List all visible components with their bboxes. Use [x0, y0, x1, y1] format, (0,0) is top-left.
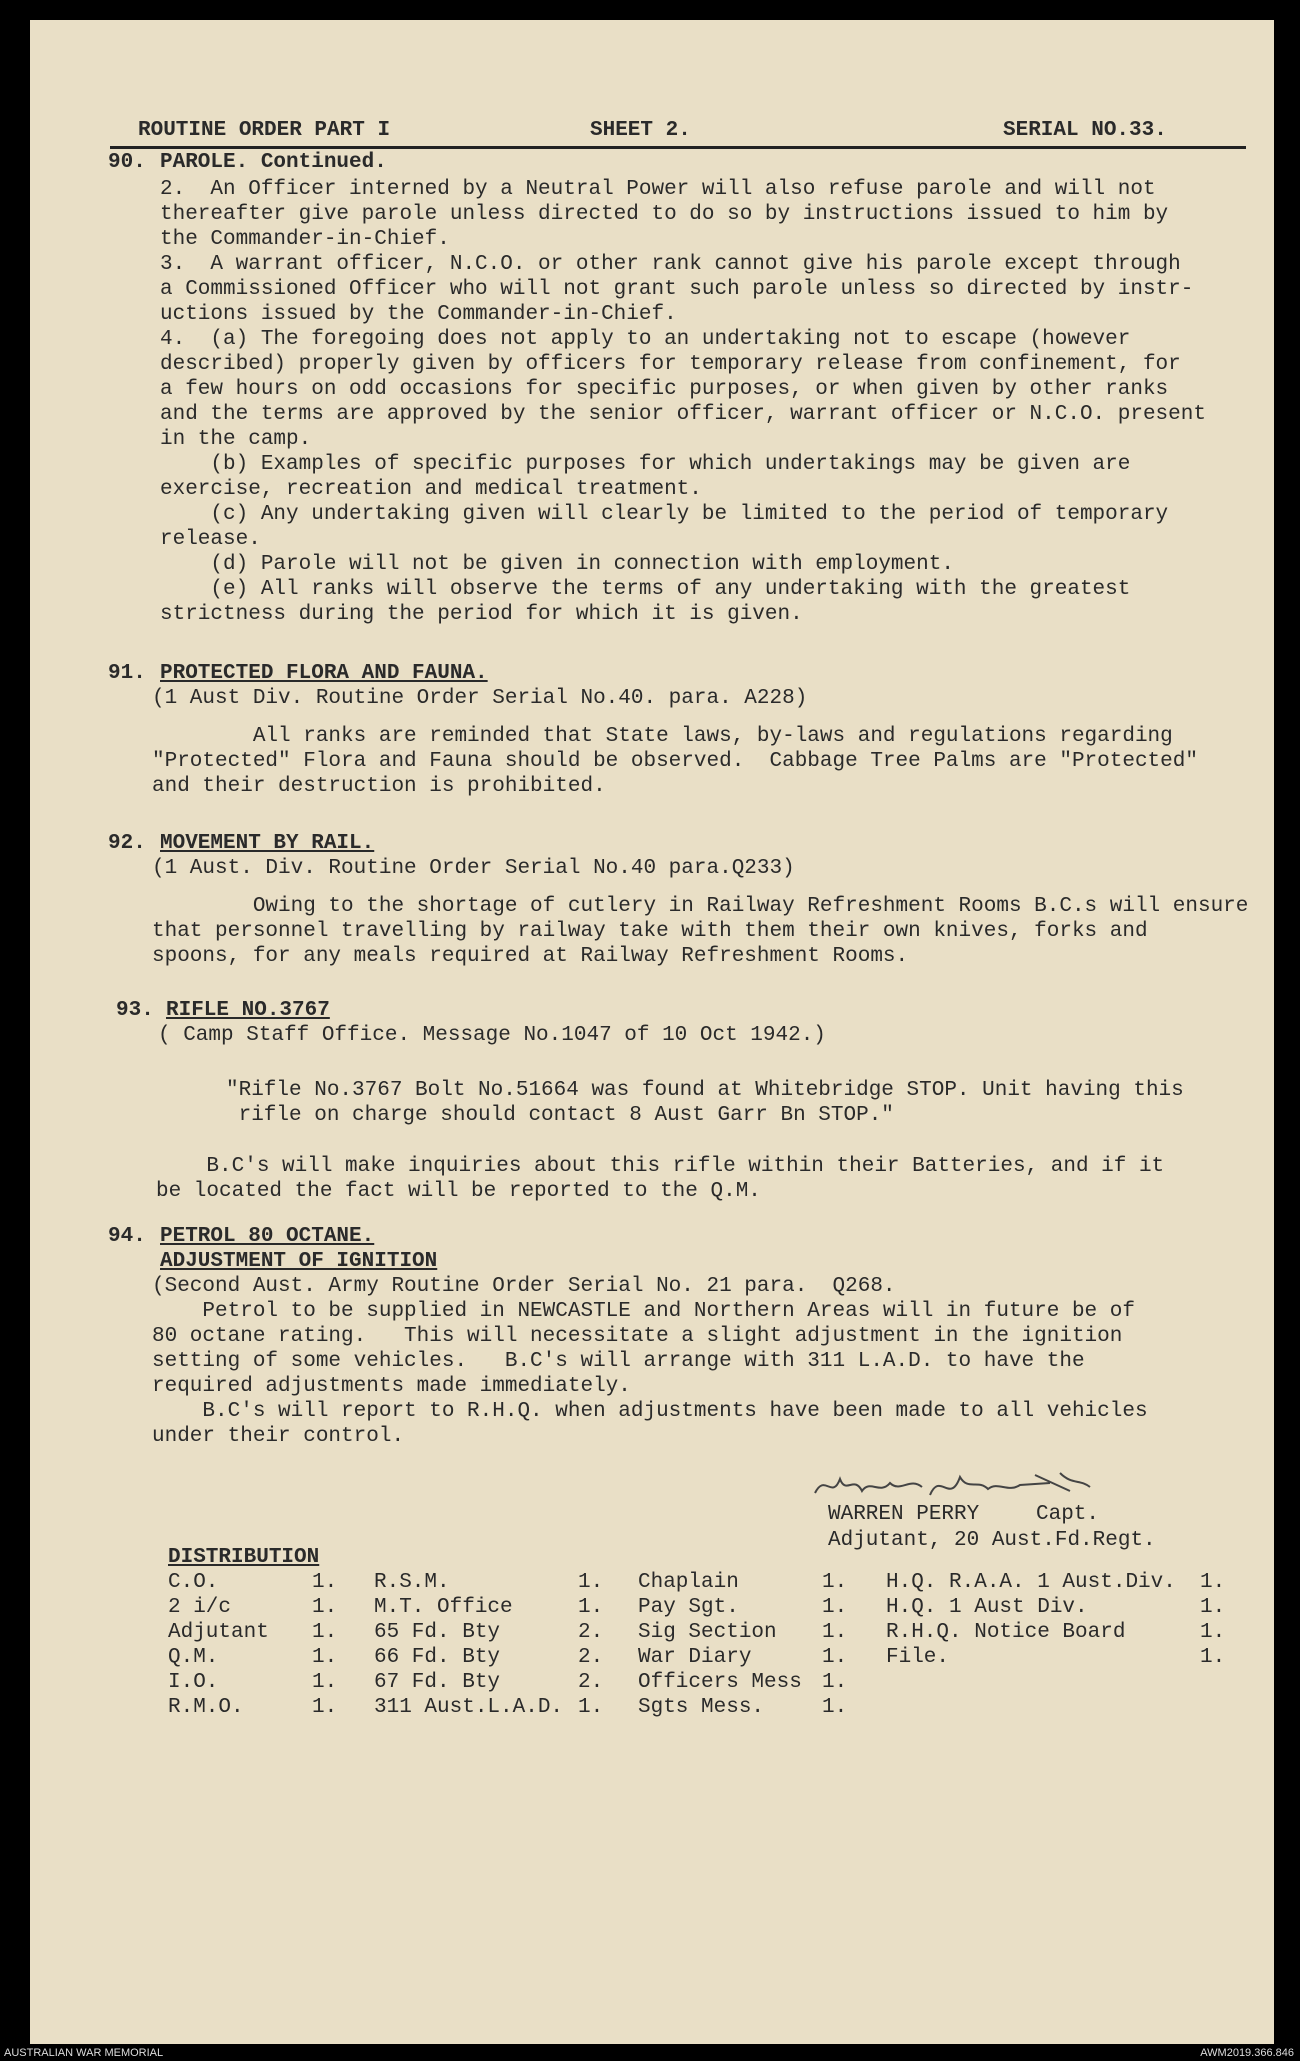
text-line: (d) Parole will not be given in connection with employment. — [160, 553, 954, 576]
distribution-recipient: R.M.O. — [168, 1696, 244, 1719]
distribution-recipient: R.H.Q. Notice Board — [886, 1621, 1126, 1644]
text-line: Owing to the shortage of cutlery in Railway Refreshment Rooms B.C.s will ensure — [152, 895, 1249, 918]
text-line: thereafter give parole unless directed to do so by instructions issued to him by — [160, 203, 1169, 226]
section-number: 93. — [116, 999, 154, 1022]
text-line: 2. An Officer interned by a Neutral Power will also refuse parole and will not — [160, 178, 1156, 201]
distribution-recipient: Officers Mess — [638, 1671, 802, 1694]
distribution-recipient: Pay Sgt. — [638, 1596, 739, 1619]
text-line: strictness during the period for which it is given. — [160, 603, 803, 626]
text-line: and the terms are approved by the senior officer, warrant officer or N.C.O. present — [160, 403, 1206, 426]
text-line: Petrol to be supplied in NEWCASTLE and Northern Areas will in future be of — [152, 1300, 1135, 1323]
distribution-recipient: File. — [886, 1646, 950, 1669]
text-line: spoons, for any meals required at Railway Refreshment Rooms. — [152, 945, 909, 968]
distribution-recipient: 2 i/c — [168, 1596, 232, 1619]
text-line: (e) All ranks will observe the terms of any undertaking with the greatest — [160, 578, 1131, 601]
distribution-quantity: 1. — [1200, 1646, 1226, 1669]
section-number: 92. — [108, 832, 146, 855]
section-title: PROTECTED FLORA AND FAUNA. — [160, 662, 488, 685]
distribution-quantity: 2. — [578, 1646, 604, 1669]
text-line: in the camp. — [160, 428, 312, 451]
text-line: uctions issued by the Commander-in-Chief. — [160, 303, 677, 326]
distribution-quantity: 1. — [822, 1596, 848, 1619]
header-serial: SERIAL NO.33. — [1003, 119, 1167, 142]
archive-footer — [0, 2045, 1300, 2061]
section-reference: (1 Aust. Div. Routine Order Serial No.40 para.Q233) — [152, 857, 795, 880]
distribution-recipient: 311 Aust.L.A.D. — [374, 1696, 564, 1719]
text-line: All ranks are reminded that State laws, by-laws and regulations regarding — [152, 725, 1173, 748]
distribution-quantity: 1. — [822, 1571, 848, 1594]
text-line: that personnel travelling by railway take with them their own knives, forks and — [152, 920, 1148, 943]
distribution-quantity: 1. — [312, 1621, 338, 1644]
header-sheet: SHEET 2. — [590, 119, 691, 142]
section-title: PAROLE. Continued. — [160, 151, 387, 174]
distribution-recipient: Chaplain — [638, 1571, 739, 1594]
section-reference: (1 Aust Div. Routine Order Serial No.40. para. A228) — [152, 687, 808, 710]
handwritten-signature — [810, 1465, 1140, 1505]
distribution-quantity: 2. — [578, 1621, 604, 1644]
distribution-recipient: Sig Section — [638, 1621, 777, 1644]
section-body — [152, 724, 1198, 799]
distribution-quantity: 1. — [312, 1596, 338, 1619]
distribution-recipient: C.O. — [168, 1571, 219, 1594]
section-reference: ( Camp Staff Office. Message No.1047 of 10 Oct 1942.) — [158, 1024, 826, 1047]
text-line: a Commissioned Officer who will not grant such parole unless so directed by instr- — [160, 278, 1194, 301]
section-quote — [226, 1078, 1184, 1128]
section-number: 90. — [108, 151, 146, 174]
distribution-quantity: 1. — [312, 1671, 338, 1694]
document-header — [110, 108, 1246, 149]
text-line: and their destruction is prohibited. — [152, 775, 606, 798]
distribution-quantity: 1. — [578, 1571, 604, 1594]
signatory-name: WARREN PERRY — [828, 1503, 980, 1526]
footer-catalogue-id: AWM2019.366.846 — [1200, 2047, 1294, 2059]
text-line: B.C's will make inquiries about this rifle within their Batteries, and if it — [156, 1155, 1165, 1178]
distribution-recipient: Sgts Mess. — [638, 1696, 765, 1719]
distribution-recipient: War Diary — [638, 1646, 752, 1669]
signatory-title: Adjutant, 20 Aust.Fd.Regt. — [828, 1529, 1156, 1552]
text-line: "Rifle No.3767 Bolt No.51664 was found at Whitebridge STOP. Unit having this — [226, 1079, 1184, 1102]
section-reference: (Second Aust. Army Routine Order Serial No. 21 para. Q268. — [152, 1275, 896, 1298]
distribution-recipient: H.Q. 1 Aust Div. — [886, 1596, 1088, 1619]
distribution-quantity: 1. — [822, 1646, 848, 1669]
text-line: a few hours on odd occasions for specific purposes, or when given by other ranks — [160, 378, 1169, 401]
text-line: exercise, recreation and medical treatment. — [160, 478, 702, 501]
text-line: rifle on charge should contact 8 Aust Garr Bn STOP." — [226, 1104, 894, 1127]
section-body — [156, 1154, 1164, 1204]
distribution-quantity: 1. — [822, 1671, 848, 1694]
text-line: required adjustments made immediately. — [152, 1375, 631, 1398]
text-line: 4. (a) The foregoing does not apply to an undertaking not to escape (however — [160, 328, 1131, 351]
header-order-part: ROUTINE ORDER PART I — [138, 119, 391, 142]
distribution-quantity: 1. — [578, 1696, 604, 1719]
text-line: the Commander-in-Chief. — [160, 228, 450, 251]
distribution-quantity: 1. — [822, 1696, 848, 1719]
section-title: RIFLE NO.3767 — [166, 999, 330, 1022]
distribution-recipient: 65 Fd. Bty — [374, 1621, 501, 1644]
section-subtitle: ADJUSTMENT OF IGNITION — [160, 1250, 438, 1273]
section-body — [152, 894, 1248, 969]
text-line: (c) Any undertaking given will clearly be limited to the period of temporary — [160, 503, 1169, 526]
distribution-quantity: 1. — [1200, 1596, 1226, 1619]
distribution-quantity: 1. — [822, 1621, 848, 1644]
section-body — [152, 1299, 1148, 1449]
text-line: be located the fact will be reported to the Q.M. — [156, 1180, 761, 1203]
section-number: 94. — [108, 1225, 146, 1248]
distribution-recipient: M.T. Office — [374, 1596, 513, 1619]
text-line: "Protected" Flora and Fauna should be observed. Cabbage Tree Palms are "Protected" — [152, 750, 1198, 773]
distribution-quantity: 1. — [312, 1696, 338, 1719]
section-body — [160, 177, 1206, 627]
distribution-recipient: 66 Fd. Bty — [374, 1646, 501, 1669]
distribution-quantity: 2. — [578, 1671, 604, 1694]
section-title: PETROL 80 OCTANE. — [160, 1225, 375, 1248]
distribution-recipient: Q.M. — [168, 1646, 219, 1669]
distribution-recipient: H.Q. R.A.A. 1 Aust.Div. — [886, 1571, 1176, 1594]
section-title: MOVEMENT BY RAIL. — [160, 832, 375, 855]
signatory-rank: Capt. — [1036, 1503, 1100, 1526]
distribution-recipient: I.O. — [168, 1671, 219, 1694]
distribution-recipient: 67 Fd. Bty — [374, 1671, 501, 1694]
text-line: 3. A warrant officer, N.C.O. or other rank cannot give his parole except through — [160, 253, 1181, 276]
distribution-recipient: R.S.M. — [374, 1571, 450, 1594]
distribution-heading: DISTRIBUTION — [168, 1546, 320, 1569]
text-line: setting of some vehicles. B.C's will arrange with 311 L.A.D. to have the — [152, 1350, 1085, 1373]
document-page — [30, 20, 1274, 2044]
text-line: described) properly given by officers for temporary release from confinement, for — [160, 353, 1181, 376]
footer-institution: AUSTRALIAN WAR MEMORIAL — [4, 2047, 164, 2059]
distribution-quantity: 1. — [1200, 1621, 1226, 1644]
distribution-quantity: 1. — [1200, 1571, 1226, 1594]
distribution-quantity: 1. — [312, 1571, 338, 1594]
distribution-quantity: 1. — [578, 1596, 604, 1619]
section-number: 91. — [108, 662, 146, 685]
text-line: under their control. — [152, 1425, 405, 1448]
text-line: B.C's will report to R.H.Q. when adjustments have been made to all vehicles — [152, 1400, 1148, 1423]
distribution-quantity: 1. — [312, 1646, 338, 1669]
text-line: (b) Examples of specific purposes for which undertakings may be given are — [160, 453, 1131, 476]
text-line: release. — [160, 528, 261, 551]
routine-order-text — [30, 20, 1274, 2044]
distribution-recipient: Adjutant — [168, 1621, 269, 1644]
text-line: 80 octane rating. This will necessitate a slight adjustment in the ignition — [152, 1325, 1123, 1348]
